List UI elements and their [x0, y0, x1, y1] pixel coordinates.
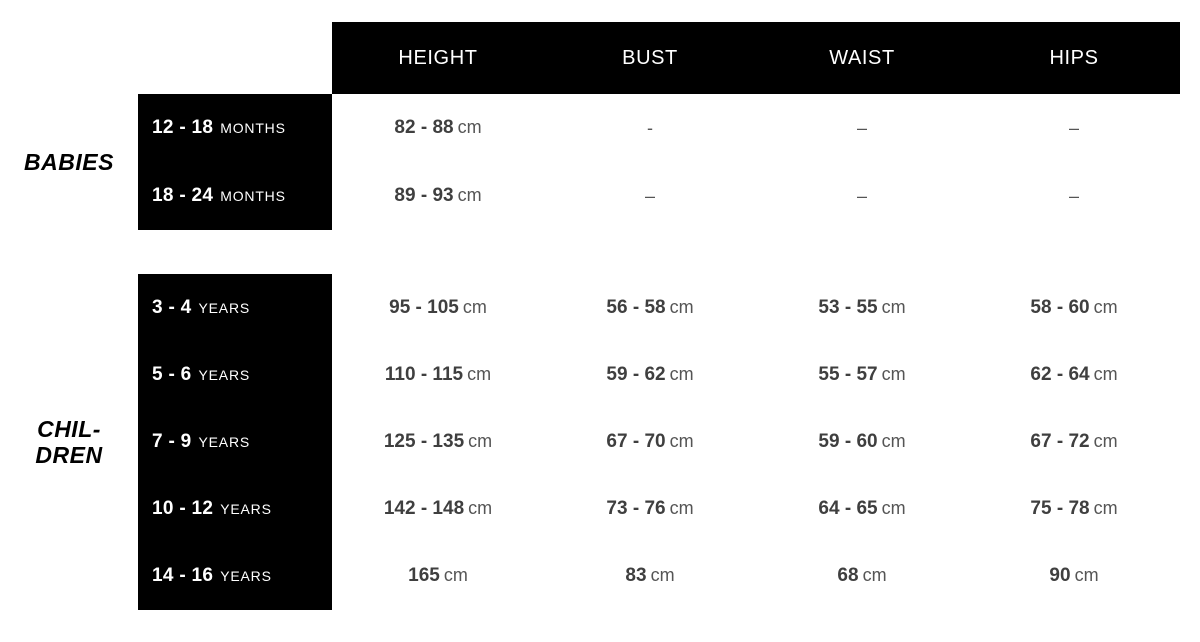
cell-value: 59 - 62 [606, 363, 666, 385]
cell-unit: cm [650, 564, 675, 585]
table-row [332, 274, 1180, 341]
age-unit: YEARS [198, 299, 250, 316]
cell-unit: cm [468, 430, 493, 451]
group-label-babies [0, 94, 138, 230]
cell-value: 82 - 88 [394, 117, 454, 138]
age-cell-10-12-years [138, 475, 332, 542]
age-unit: YEARS [220, 500, 272, 517]
cell-hips: – [1068, 185, 1079, 206]
group-label-babies-text: BABIES [24, 148, 114, 175]
cell-value: 165 [408, 564, 440, 586]
cell-waist: – [856, 117, 867, 138]
column-header-height: HEIGHT [398, 46, 478, 69]
cell-hips [968, 431, 1180, 453]
cell-value: 110 - 115 [384, 363, 464, 385]
cell-hips [968, 364, 1180, 386]
cell-height [332, 297, 544, 319]
cell-value: 68 [837, 564, 859, 586]
cell-unit: cm [1093, 430, 1118, 451]
cell-unit: cm [468, 497, 493, 518]
age-unit: MONTHS [220, 120, 286, 136]
cell-waist [756, 364, 968, 386]
cell-bust [544, 431, 756, 453]
cell-value: 55 - 57 [818, 363, 878, 385]
cell-unit: cm [1074, 564, 1099, 585]
column-header-waist: WAIST [829, 46, 895, 69]
cell-height [332, 364, 544, 386]
cell-unit: cm [669, 430, 694, 451]
cell-height [332, 185, 544, 207]
cell-value: 62 - 64 [1030, 363, 1090, 385]
group-label-children-line1: CHIL- [37, 415, 101, 442]
cell-unit: cm [462, 296, 487, 317]
cell-waist [756, 498, 968, 520]
cell-unit: cm [862, 564, 887, 585]
age-range: 10 - 12 [152, 497, 214, 519]
column-header-bust: BUST [622, 46, 678, 69]
cell-bust [544, 297, 756, 319]
cell-unit: cm [881, 497, 906, 518]
cell-bust [544, 498, 756, 520]
cell-waist [756, 565, 968, 587]
cell-waist [756, 297, 968, 319]
cell-hips [968, 297, 1180, 319]
age-range: 3 - 4 [152, 296, 192, 318]
cell-height [332, 117, 544, 139]
cell-unit: cm [881, 363, 906, 384]
age-range: 14 - 16 [152, 564, 214, 586]
cell-value: 83 [625, 564, 647, 586]
cell-value: 142 - 148 [383, 497, 465, 519]
table-row [332, 94, 1180, 162]
cell-hips: – [1068, 117, 1079, 138]
age-unit: YEARS [198, 366, 250, 383]
age-cell-7-9-years [138, 408, 332, 475]
table-header-row [332, 22, 1180, 94]
cell-waist: – [856, 185, 867, 206]
cell-hips [968, 498, 1180, 520]
cell-value: 59 - 60 [818, 430, 878, 452]
cell-value: 64 - 65 [818, 497, 878, 519]
group-label-children [0, 274, 138, 610]
cell-height [332, 498, 544, 520]
age-range: 12 - 18 [152, 117, 214, 138]
cell-value: 89 - 93 [394, 185, 454, 206]
age-range: 18 - 24 [152, 185, 214, 206]
age-unit: YEARS [198, 433, 250, 450]
cell-height [332, 431, 544, 453]
cell-unit: cm [1093, 296, 1118, 317]
cell-unit: cm [457, 117, 482, 137]
cell-value: 67 - 72 [1030, 430, 1090, 452]
cell-unit: cm [881, 430, 906, 451]
table-row [332, 542, 1180, 609]
age-cell-5-6-years [138, 341, 332, 408]
cell-unit: cm [881, 296, 906, 317]
cell-value: 75 - 78 [1030, 497, 1090, 519]
table-row [332, 341, 1180, 408]
cell-bust: - [647, 117, 653, 138]
table-row [332, 475, 1180, 542]
group-label-children-text [35, 416, 102, 469]
cell-waist [756, 431, 968, 453]
cell-value: 53 - 55 [818, 296, 878, 318]
cell-unit: cm [1093, 497, 1118, 518]
cell-value: 95 - 105 [389, 296, 459, 318]
cell-unit: cm [669, 363, 694, 384]
cell-unit: cm [443, 564, 468, 585]
cell-unit: cm [669, 296, 694, 317]
cell-bust [544, 364, 756, 386]
age-cell-18-24-months [138, 162, 332, 230]
cell-unit: cm [467, 363, 492, 384]
age-range: 7 - 9 [152, 430, 192, 452]
age-cell-12-18-months [138, 94, 332, 162]
column-header-hips: HIPS [1049, 46, 1099, 69]
cell-hips [968, 565, 1180, 587]
cell-value: 90 [1049, 564, 1071, 586]
table-row [332, 162, 1180, 230]
group-label-children-line2: DREN [35, 442, 103, 468]
cell-value: 73 - 76 [606, 497, 666, 519]
cell-value: 58 - 60 [1030, 296, 1090, 318]
cell-unit: cm [457, 185, 482, 205]
age-cell-14-16-years [138, 542, 332, 609]
age-range: 5 - 6 [152, 363, 192, 385]
cell-unit: cm [669, 497, 694, 518]
cell-unit: cm [1093, 363, 1118, 384]
cell-height [332, 565, 544, 587]
cell-bust [544, 565, 756, 587]
cell-bust: – [644, 185, 655, 206]
cell-value: 67 - 70 [606, 430, 666, 452]
age-cell-3-4-years [138, 274, 332, 341]
age-unit: YEARS [220, 567, 272, 584]
table-row [332, 408, 1180, 475]
age-unit: MONTHS [220, 188, 286, 204]
cell-value: 125 - 135 [383, 430, 465, 452]
cell-value: 56 - 58 [606, 296, 666, 318]
